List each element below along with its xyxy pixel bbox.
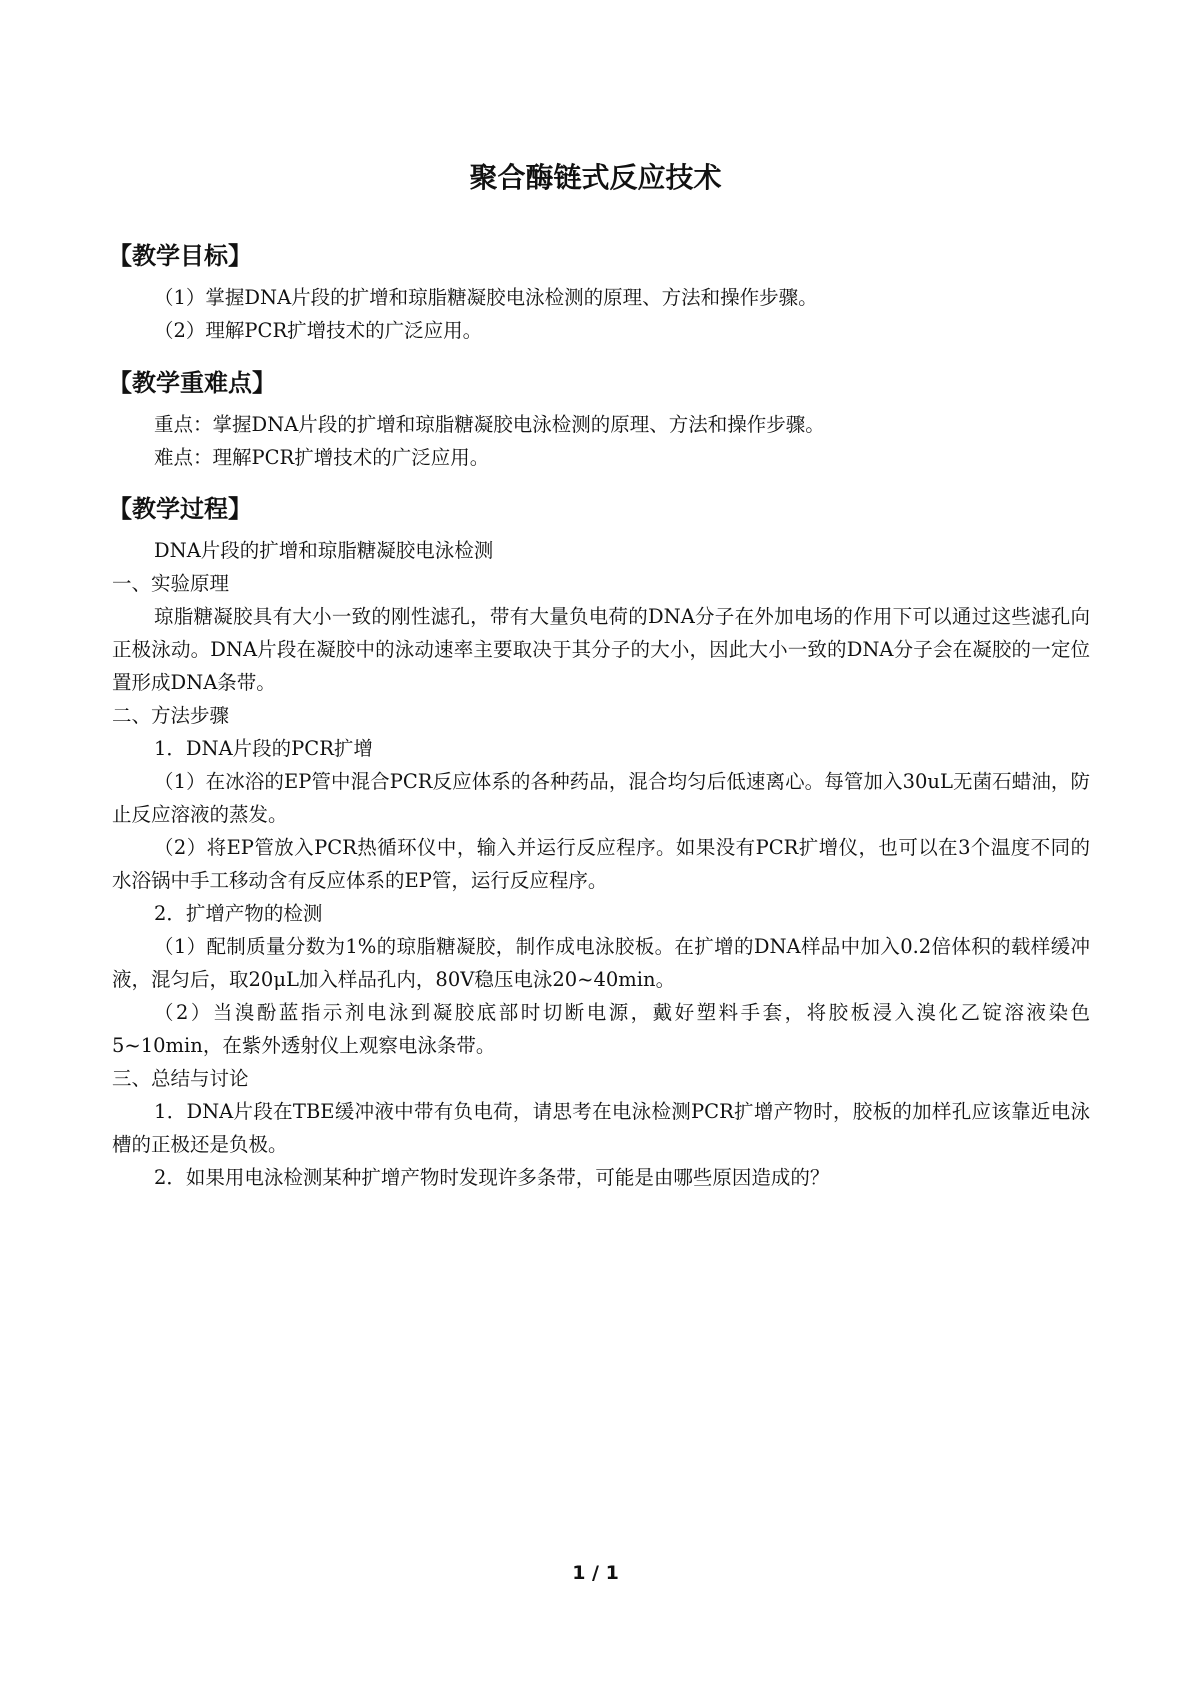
step1-title: 1．DNA片段的PCR扩增 (154, 737, 373, 760)
section-heading-key-points: 【教学重难点】 (108, 369, 276, 397)
discussion-question: 1．DNA片段在TBE缓冲液中带有负电荷，请思考在电泳检测PCR扩增产物时，胶板的加样孔应该靠近电泳槽的正极还是负极。 (112, 1100, 1090, 1156)
key-point-item: 重点：掌握DNA片段的扩增和琼脂糖凝胶电泳检测的原理、方法和操作步骤。 (154, 413, 825, 436)
step2-paragraph-b: （2）当溴酚蓝指示剂电泳到凝胶底部时切断电源，戴好塑料手套，将胶板浸入溴化乙锭溶液染色5~10min，在紫外透射仪上观察电泳条带。 (112, 1001, 1090, 1057)
key-points-list (112, 408, 1090, 474)
section-heading-process: 【教学过程】 (108, 495, 252, 523)
step2-title: 2．扩增产物的检测 (154, 902, 323, 925)
section-heading-objectives: 【教学目标】 (108, 242, 252, 270)
discussion-question: 2．如果用电泳检测某种扩增产物时发现许多条带，可能是由哪些原因造成的？ (154, 1166, 830, 1189)
step1-paragraph-a: （1）在冰浴的EP管中混合PCR反应体系的各种药品，混合均匀后低速离心。每管加入30uL无菌石蜡油，防止反应溶液的蒸发。 (112, 770, 1090, 826)
part-title-methods: 二、方法步骤 (112, 704, 230, 727)
objective-item: （1）掌握DNA片段的扩增和琼脂糖凝胶电泳检测的原理、方法和操作步骤。 (154, 286, 818, 309)
document-title: 聚合酶链式反应技术 (469, 161, 722, 194)
step1-paragraph-b: （2）将EP管放入PCR热循环仪中，输入并运行反应程序。如果没有PCR扩增仪，也可以在3个温度不同的水浴锅中手工移动含有反应体系的EP管，运行反应程序。 (112, 836, 1090, 892)
step2-paragraph-a: （1）配制质量分数为1%的琼脂糖凝胶，制作成电泳胶板。在扩增的DNA样品中加入0.2倍体积的载样缓冲液，混匀后，取20μL加入样品孔内，80V稳压电泳20~40min。 (112, 935, 1090, 991)
page-number: 1 / 1 (572, 1562, 619, 1584)
process-body (112, 534, 1090, 1194)
objectives-list (112, 281, 1090, 347)
process-intro: DNA片段的扩增和琼脂糖凝胶电泳检测 (154, 539, 494, 562)
key-point-item: 难点：理解PCR扩增技术的广泛应用。 (154, 446, 490, 469)
part-title-principle: 一、实验原理 (112, 572, 230, 595)
principle-paragraph: 琼脂糖凝胶具有大小一致的刚性滤孔，带有大量负电荷的DNA分子在外加电场的作用下可以通过这些滤孔向正极泳动。DNA片段在凝胶中的泳动速率主要取决于其分子的大小，因此大小一致的DNA分子会在凝胶的一定位置形成DNA条带。 (112, 605, 1090, 694)
objective-item: （2）理解PCR扩增技术的广泛应用。 (154, 319, 483, 342)
part-title-discussion: 三、总结与讨论 (112, 1067, 249, 1090)
